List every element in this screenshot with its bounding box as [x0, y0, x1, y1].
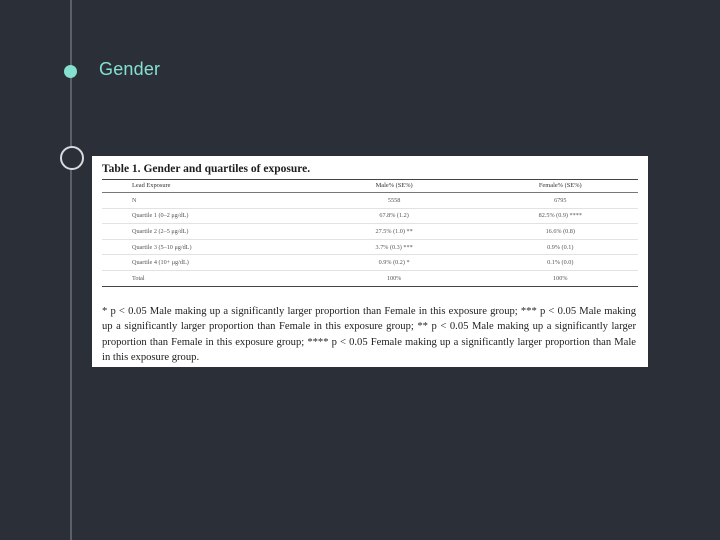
table-caption	[102, 162, 638, 176]
timeline-active-dot	[64, 65, 77, 78]
cell-male: 100%	[386, 274, 402, 282]
table-caption-label: Table 1.	[102, 163, 141, 175]
cell-male: 27.5% (1.0) **	[306, 224, 483, 240]
cell-female: 100%	[553, 274, 568, 282]
table-row	[102, 193, 638, 209]
table-header-row	[102, 180, 638, 193]
cell-female: 82.5% (0.9) ****	[483, 208, 638, 224]
cell-male: 0.9% (0.2) *	[306, 255, 483, 271]
timeline-line	[70, 0, 72, 540]
section-title: Gender	[99, 59, 161, 79]
cell-exposure: Quartile 4 (10+ μg/dL)	[102, 255, 306, 271]
cell-exposure: N	[102, 193, 306, 209]
cell-female: 6795	[483, 193, 638, 209]
header-male: Male% (SE%)	[306, 180, 483, 193]
cell-male: 3.7% (0.3) ***	[306, 239, 483, 255]
table-row	[102, 224, 638, 240]
cell-exposure: Quartile 2 (2–5 μg/dL)	[102, 224, 306, 240]
cell-female: 16.6% (0.8)	[483, 224, 638, 240]
timeline-ring	[60, 146, 84, 170]
cell-female: 0.9% (0.1)	[483, 239, 638, 255]
cell-exposure: Quartile 3 (5–10 μg/dL)	[102, 239, 306, 255]
cell-exposure: Total	[132, 274, 145, 282]
header-lead-exposure: Lead Exposure	[102, 180, 306, 193]
cell-male: 67.8% (1.2)	[306, 208, 483, 224]
table-row	[102, 208, 638, 224]
cell-male: 5558	[306, 193, 483, 209]
header-female: Female% (SE%)	[483, 180, 638, 193]
table-figure	[92, 156, 648, 367]
table-row	[102, 270, 638, 286]
data-table	[102, 179, 638, 287]
cell-female: 0.1% (0.0)	[483, 255, 638, 271]
table-footnote: * p < 0.05 Male making up a significantly larger proportion than Female in this exposure group; *** p < 0.05 Male making up a significantly larger proportion than Female in this exposure group; ** p < 0.05 Male making up a significantly larger proportion than Female in this exposure group; **** p < 0.05 Female making up a significantly larger proportion than Male in this exposure group.	[102, 305, 636, 364]
table-row	[102, 239, 638, 255]
cell-exposure: Quartile 1 (0–2 μg/dL)	[102, 208, 306, 224]
table-row	[102, 255, 638, 271]
table-caption-text: Gender and quartiles of exposure.	[143, 163, 311, 175]
